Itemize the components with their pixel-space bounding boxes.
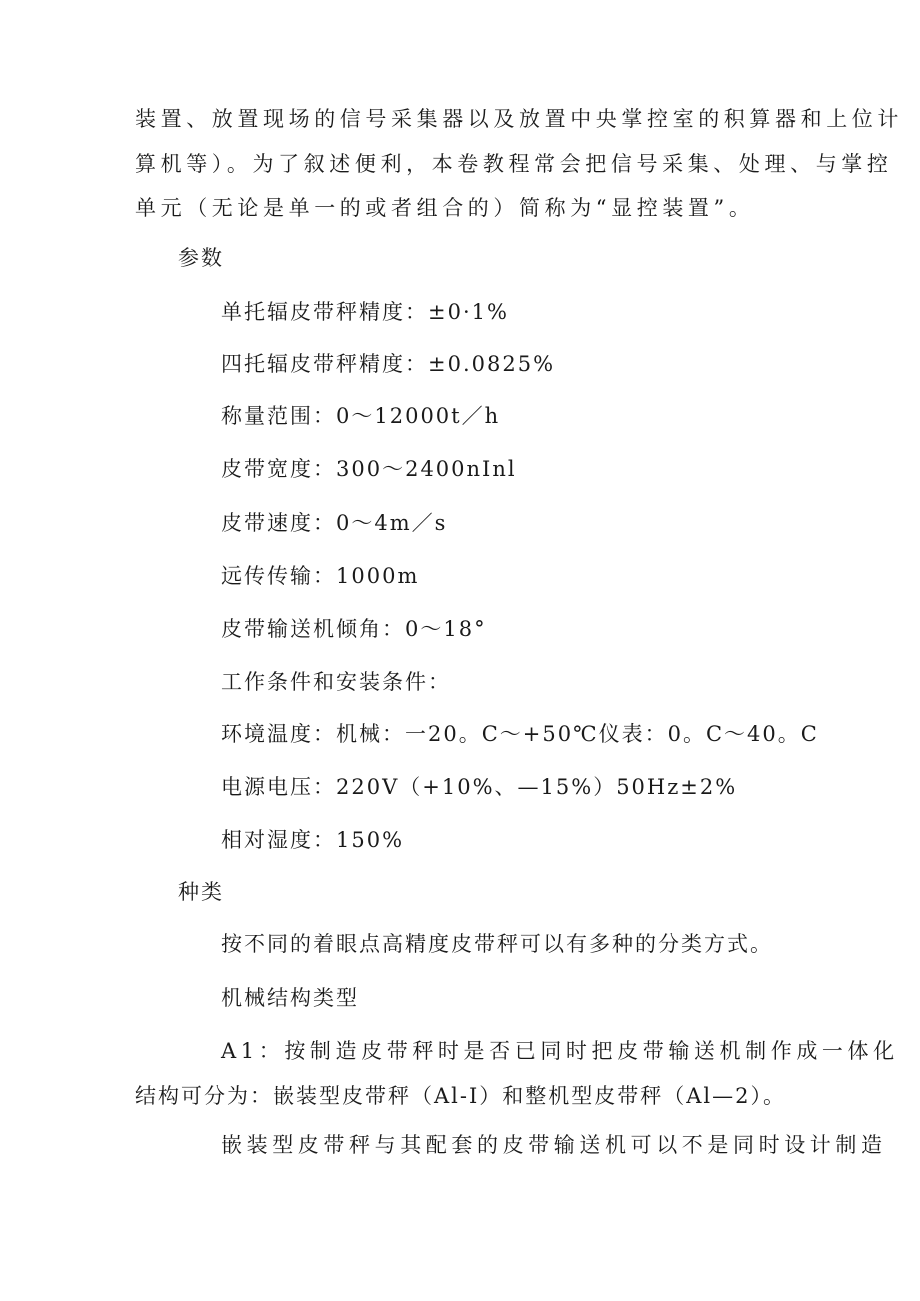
- params-heading: 参数: [178, 246, 224, 270]
- param-item: 远传传输：1000m: [221, 564, 420, 588]
- a1-line-2: 结构可分为：嵌装型皮带秤（Al-I）和整机型皮带秤（Al—2）。: [135, 1084, 787, 1108]
- param-item: 皮带宽度：300～2400nInl: [221, 457, 517, 481]
- intro-line-2: 算机等）。为了叙述便利，本卷教程常会把信号采集、处理、与掌控: [135, 152, 893, 176]
- param-item: 四托辐皮带秤精度：±0.0825%: [221, 352, 556, 376]
- param-item: 单托辐皮带秤精度：±0·1%: [221, 300, 509, 324]
- intro-line-3: 单元（无论是单一的或者组合的）简称为“显控装置”。: [135, 196, 755, 220]
- a1-line-1: A1：按制造皮带秤时是否已同时把皮带输送机制作成一体化: [221, 1039, 899, 1063]
- param-item: 工作条件和安装条件：: [221, 670, 451, 694]
- mechanical-structure-heading: 机械结构类型: [221, 986, 359, 1010]
- param-item: 皮带速度：0～4m／s: [221, 511, 448, 535]
- types-intro: 按不同的着眼点高精度皮带秤可以有多种的分类方式。: [221, 932, 773, 956]
- param-item: 皮带输送机倾角：0～18°: [221, 617, 487, 641]
- param-item: 环境温度：机械：一20。C～+50℃仪表：0。C～40。C: [221, 722, 819, 746]
- types-heading: 种类: [178, 880, 224, 904]
- param-item: 称量范围：0～12000t／h: [221, 404, 501, 428]
- param-item: 电源电压：220V（+10%、—15%）50Hz±2%: [221, 775, 738, 799]
- last-paragraph-line: 嵌装型皮带秤与其配套的皮带输送机可以不是同时设计制造: [221, 1133, 887, 1157]
- param-item: 相对湿度：150%: [221, 828, 405, 852]
- intro-line-1: 装置、放置现场的信号采集器以及放置中央掌控室的积算器和上位计: [135, 107, 903, 131]
